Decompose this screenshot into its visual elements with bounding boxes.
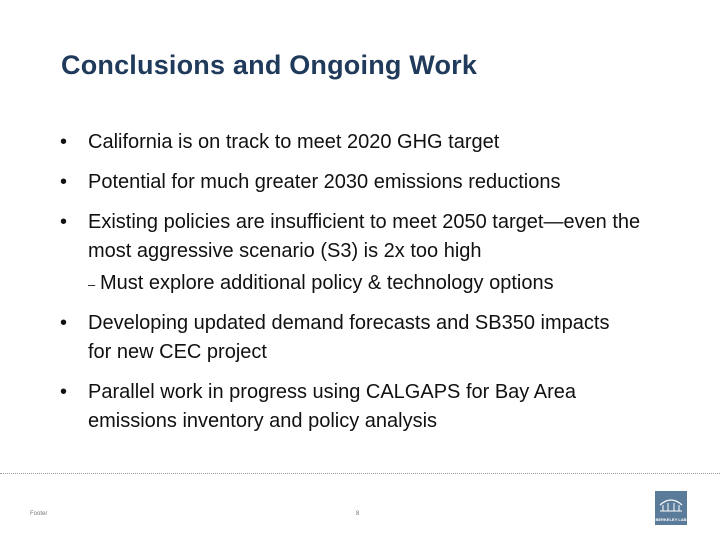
- sub-bullet-item: [60, 269, 690, 298]
- bullet-marker: •: [60, 171, 68, 193]
- bullet-marker: •: [60, 381, 68, 403]
- footer-divider: [0, 473, 720, 474]
- bullet-marker: •: [60, 131, 68, 153]
- sub-bullet-text: Must explore additional policy & technology options: [100, 272, 554, 294]
- sub-bullet-marker: –: [88, 277, 96, 292]
- bullet-item: [60, 309, 690, 367]
- bullet-item: [60, 208, 690, 266]
- bullet-text: Developing updated demand forecasts and SB350 impacts for new CEC project: [88, 312, 610, 363]
- bullet-list: [60, 128, 690, 447]
- bullet-item: [60, 378, 690, 436]
- berkeley-lab-logo: [655, 491, 687, 525]
- slide-title: Conclusions and Ongoing Work: [61, 50, 478, 80]
- bullet-text: California is on track to meet 2020 GHG target: [88, 131, 500, 153]
- bullet-text: Parallel work in progress using CALGAPS for Bay Area emissions inventory and policy analysis: [88, 381, 576, 432]
- bullet-marker: •: [60, 312, 68, 334]
- building-icon: [655, 491, 687, 517]
- bullet-marker: •: [60, 211, 68, 233]
- logo-wordmark: BERKELEY LAB: [655, 517, 687, 522]
- bullet-item: [60, 168, 690, 197]
- bullet-text: Existing policies are insufficient to meet 2050 target—even the most aggressive scenario (S3) is 2x too high: [88, 211, 641, 262]
- bullet-text: Potential for much greater 2030 emissions reductions: [88, 171, 561, 193]
- page-number: 8: [356, 511, 360, 517]
- bullet-item: [60, 128, 690, 157]
- footer-label: Footer: [30, 511, 48, 517]
